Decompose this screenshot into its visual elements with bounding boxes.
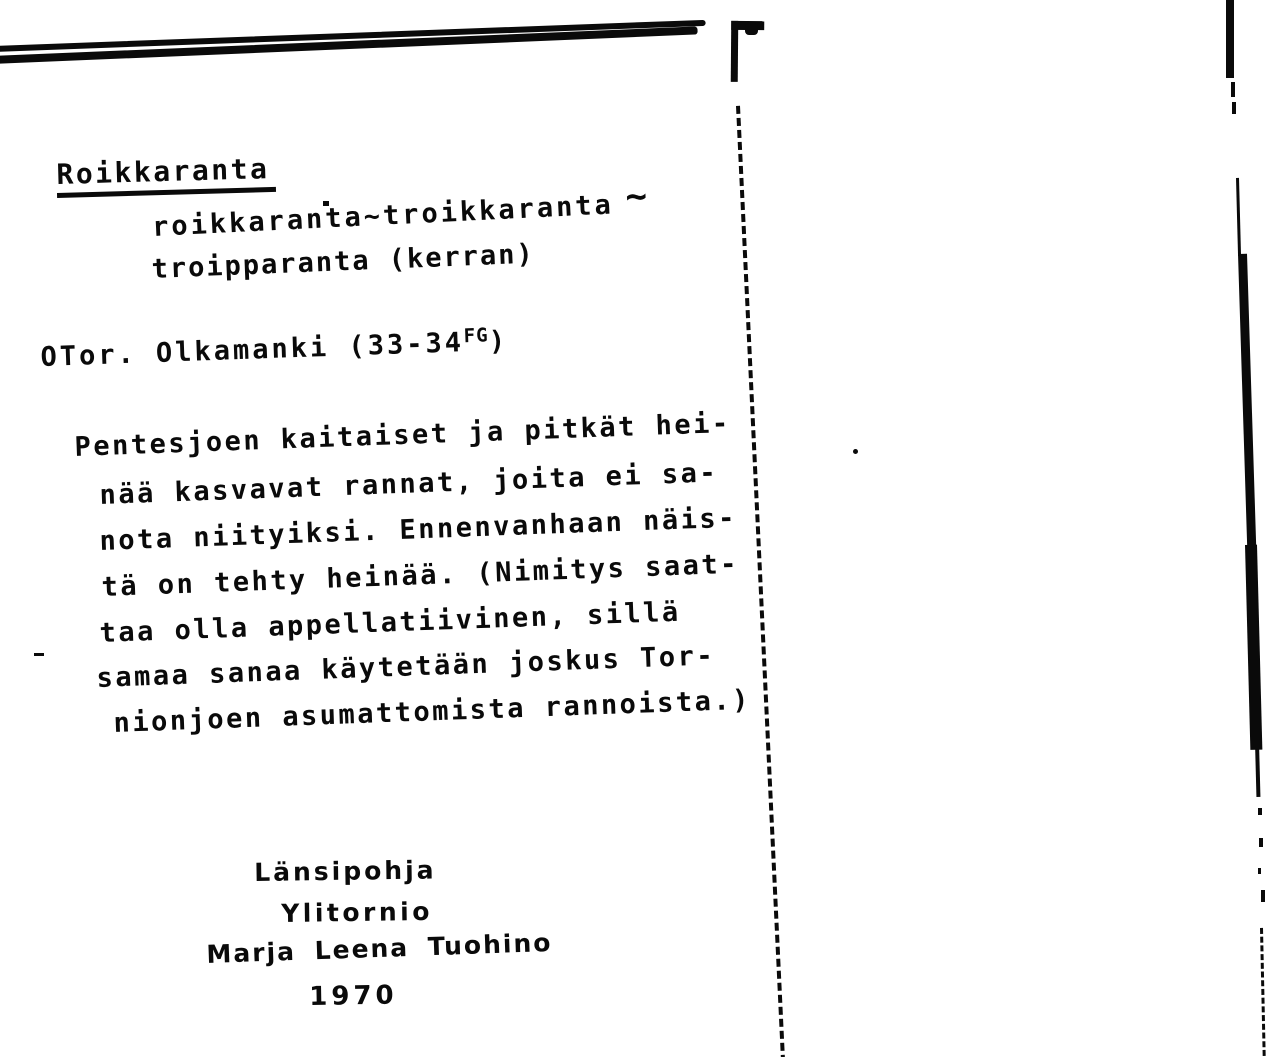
right-edge-streak	[1226, 0, 1234, 78]
tilde-mark: ~	[624, 175, 652, 218]
right-edge-speck	[1258, 808, 1262, 815]
source-reference-close-paren: )	[488, 325, 509, 358]
source-reference-text: OTor. Olkamanki (33-34	[40, 327, 465, 373]
source-reference-superscript: FG	[463, 324, 489, 348]
card-title: Roikkaranta	[56, 152, 276, 198]
stamp-collector-name: Marja Leena Tuohino	[206, 927, 553, 969]
right-edge-streak	[1232, 102, 1236, 114]
right-edge-speck	[1259, 838, 1263, 847]
source-reference-line	[40, 326, 509, 373]
stamp-region-name: Länsipohja	[254, 855, 437, 887]
body-text-line: tä on tehty heinää. (Nimitys saat-	[101, 548, 740, 603]
body-text-line: samaa sanaa käytetään joskus Tor-	[96, 640, 716, 694]
card-edge-dashed-line	[736, 106, 785, 1057]
right-edge-streak	[1236, 178, 1241, 256]
right-edge-streak	[1255, 742, 1260, 797]
right-edge-dashed-line	[1260, 928, 1266, 1056]
body-text-line: taa olla appellatiivinen, sillä	[99, 596, 682, 649]
stray-dot	[853, 449, 858, 454]
body-text-line: Pentesjoen kaitaiset ja pitkät hei-	[74, 407, 732, 463]
name-variants-text: roikkaranta~troikkaranta	[151, 189, 615, 243]
body-text-line: nionjoen asumattomista rannoista.)	[113, 684, 752, 739]
right-edge-speck	[1261, 890, 1265, 902]
right-edge-streak	[1238, 254, 1256, 554]
right-edge-streak	[1245, 545, 1262, 750]
name-variants-line-2: troipparanta (kerran)	[151, 238, 536, 285]
ink-blob	[745, 23, 758, 35]
right-edge-streak	[1231, 82, 1235, 97]
stamp-municipality: Ylitornio	[281, 896, 434, 928]
body-text-line: nota niityiksi. Ennenvanhaan näis-	[99, 502, 738, 557]
stamp-year: 1970	[309, 980, 398, 1012]
stray-dash	[34, 653, 44, 656]
right-edge-speck	[1258, 868, 1261, 874]
body-text-line: nää kasvavat rannat, joita ei sa-	[99, 457, 719, 511]
